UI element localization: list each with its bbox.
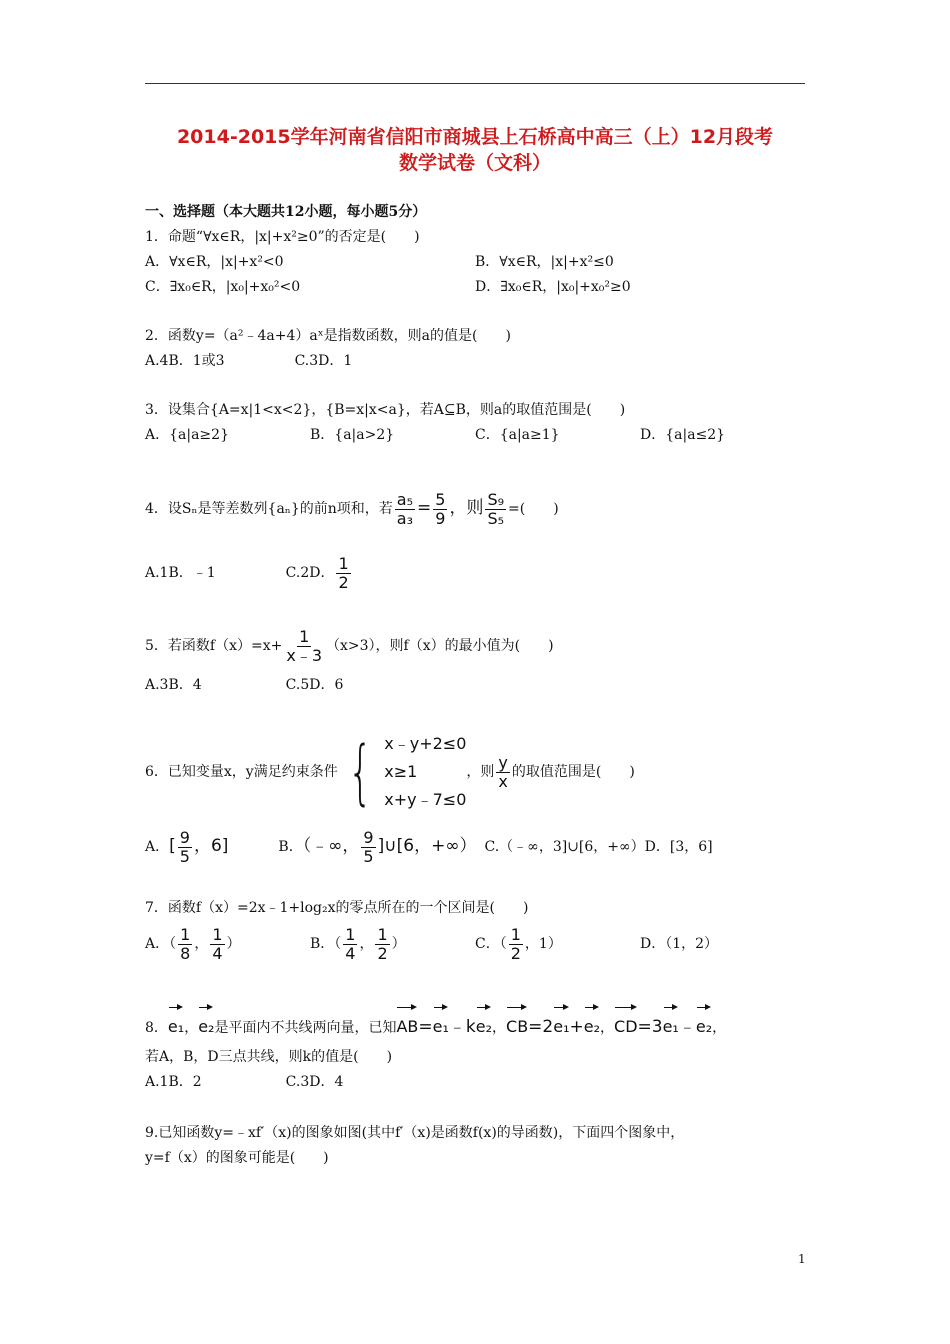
q7-a-frac1 <box>178 926 192 963</box>
q4-then: ，则 <box>449 498 484 518</box>
q4-optd-numerator: 1 <box>338 553 349 573</box>
q7-option-c <box>475 922 562 966</box>
q4-prefix: 4．设Sₙ是等差数列{aₙ}的前n项和，若 <box>145 501 393 517</box>
q8-line2: 若A，B，D三点共线，则k的值是( ) <box>145 1049 393 1065</box>
vector-e2-cb: e₂ <box>584 1004 600 1044</box>
q9-line2: y=f（x）的图象可能是( ) <box>145 1150 329 1166</box>
q6-option-a-rest: ，6] <box>193 836 229 856</box>
q4-fraction-a5-a3 <box>395 491 415 528</box>
q6-option-b-pre: （﹣∞， <box>302 836 360 856</box>
q5-denominator: x﹣3 <box>286 645 322 665</box>
q1-option-c: C．∃x₀∈R，|x₀|+x₀²<0 <box>145 279 301 295</box>
q6-opta-denominator: 5 <box>179 846 190 866</box>
q8-options: A.1B．2 C.3D．4 <box>145 1074 344 1090</box>
vector-e1-cd: e₁ <box>663 1004 679 1044</box>
q7-a-d1: 8 <box>180 943 191 963</box>
q1-option-d: D．∃x₀∈R，|x₀|+x₀²≥0 <box>475 279 631 295</box>
q2-options: A.4B．1或3 C.3D．1 <box>145 353 353 369</box>
vector-e1-cb: e₁ <box>553 1004 569 1044</box>
q6-option-b-rest: ]∪[6，+∞） <box>377 836 477 856</box>
q7-option-a <box>145 922 241 966</box>
q8-sep2: ， <box>492 1020 507 1036</box>
q4-frac1-denominator: a₃ <box>396 508 414 528</box>
left-brace-icon: { <box>347 731 373 813</box>
q7-c-frac <box>509 926 523 963</box>
q6-constraint-system <box>338 730 467 814</box>
q8-eq3: =3 <box>637 1017 663 1037</box>
q7-c-rest: ，1） <box>524 936 562 952</box>
q8-sep3: ， <box>600 1020 615 1036</box>
q4-option-d-fraction <box>336 555 350 592</box>
q4-options-text: A.1B．﹣1 C.2D． <box>145 565 335 581</box>
q9-line1: 9.已知函数y=﹣xf′（x)的图象如图(其中f′（x)是函数f(x)的导函数)，下面四个图象中， <box>145 1125 685 1141</box>
q6-fraction-y-x <box>496 754 509 791</box>
q5-fraction <box>284 628 324 665</box>
q7-b-frac2 <box>375 926 389 963</box>
vector-e1-ab: e₁ <box>433 1004 449 1044</box>
q5-stem <box>145 624 554 668</box>
q8-eq2: =2 <box>528 1017 554 1037</box>
q6-prefix: 6．已知变量x，y满足约束条件 <box>145 764 338 780</box>
q7-stem: 7．函数f（x）=2x﹣1+log₂x的零点所在的一个区间是( ) <box>145 900 529 916</box>
q3-stem: 3．设集合{A=x|1<x<2}，{B=x|x<a}，若A⊆B，则a的取值范围是( ) <box>145 402 626 418</box>
q7-b-frac1 <box>343 926 357 963</box>
q8-text: 是平面内不共线两向量，已知 <box>214 1020 397 1036</box>
q8-eq1: = <box>418 1017 433 1037</box>
q4-frac2-numerator: 5 <box>435 489 446 509</box>
q7-b-n2: 1 <box>377 924 388 944</box>
exam-title-line2: 数学试卷（文科） <box>398 152 551 174</box>
q6-optb-numerator: 9 <box>363 827 374 847</box>
q7-a-n2: 1 <box>212 924 223 944</box>
q5-numerator: 1 <box>299 626 310 646</box>
q6-constraint-2: x≥1 <box>384 762 418 781</box>
vector-ab: AB <box>396 1004 418 1044</box>
q6-option-a-bracket: [ <box>169 836 176 856</box>
q4-frac2-denominator: 9 <box>435 508 446 528</box>
q8-stem <box>145 1004 726 1045</box>
q5-suffix: （x>3），则f（x）的最小值为( ) <box>326 638 554 654</box>
q6-options <box>145 824 713 869</box>
q3-option-a: A．{a|a≥2} <box>145 427 229 443</box>
page-number: 1 <box>798 1252 806 1266</box>
q7-a-label: A．（ <box>145 936 177 952</box>
vector-e2-ab: e₂ <box>476 1004 492 1044</box>
q7-b-comma: ， <box>359 936 374 952</box>
q7-option-d: D．（1，2） <box>640 936 719 952</box>
q7-b-d2: 2 <box>377 943 388 963</box>
q6-option-b-fraction <box>361 829 375 866</box>
q6-numerator: y <box>498 752 508 772</box>
q4-suffix: =( ) <box>508 501 559 517</box>
q7-a-close: ） <box>226 936 241 952</box>
q8-end: ， <box>712 1020 727 1036</box>
q1-option-b: B．∀x∈R，|x|+x²≤0 <box>475 254 614 270</box>
q3-option-c: C．{a|a≥1} <box>475 427 560 443</box>
q4-optd-denominator: 2 <box>338 572 349 592</box>
q7-option-b <box>310 922 406 966</box>
q7-c-n1: 1 <box>510 924 521 944</box>
q8-number: 8． <box>145 1020 168 1036</box>
q6-optb-denominator: 5 <box>363 846 374 866</box>
q6-then: ，则 <box>466 764 495 780</box>
q7-a-n1: 1 <box>180 924 191 944</box>
q7-b-close: ） <box>391 936 406 952</box>
q7-b-n1: 1 <box>345 924 356 944</box>
q8-sep: ， <box>184 1020 199 1036</box>
vector-cb: CB <box>506 1004 528 1044</box>
q7-b-d1: 4 <box>345 943 356 963</box>
q5-prefix: 5．若函数f（x）=x+ <box>145 638 283 654</box>
header-rule <box>145 83 805 84</box>
vector-cd: CD <box>614 1004 638 1044</box>
section-heading: 一、选择题（本大题共12小题，每小题5分） <box>145 204 427 220</box>
q6-option-b-label: B． <box>278 839 303 855</box>
q6-opta-numerator: 9 <box>179 827 190 847</box>
q4-frac3-numerator: S₉ <box>487 489 505 509</box>
q6-stem <box>145 728 635 816</box>
q6-options-c-d: C.（﹣∞，3]∪[6，+∞）D．[3，6] <box>484 839 713 855</box>
q3-option-b: B．{a|a>2} <box>310 427 395 443</box>
vector-e2-cd: e₂ <box>696 1004 712 1044</box>
q7-a-comma: ， <box>194 936 209 952</box>
q4-fraction-5-9 <box>433 491 447 528</box>
exam-title-line1: 2014-2015学年河南省信阳市商城县上石桥高中高三（上）12月段考 <box>176 126 774 148</box>
q2-stem: 2．函数y=（a²﹣4a+4）aˣ是指数函数，则a的值是( ) <box>145 328 511 344</box>
q4-stem <box>145 486 559 531</box>
q7-b-label: B．（ <box>310 936 342 952</box>
q8-minus: ﹣ <box>678 1017 696 1037</box>
q3-option-d: D．{a|a≤2} <box>640 427 726 443</box>
q4-frac3-denominator: S₅ <box>487 508 505 528</box>
q7-a-d2: 4 <box>212 943 223 963</box>
q6-constraint-3: x+y﹣7≤0 <box>384 790 467 809</box>
q4-equals: = <box>417 498 432 518</box>
q8-minus-k: ﹣k <box>448 1017 476 1037</box>
q6-suffix: 的取值范围是( ) <box>511 764 635 780</box>
q7-c-label: C．（ <box>475 936 507 952</box>
q6-option-a-label: A． <box>145 839 170 855</box>
q7-c-d1: 2 <box>510 943 521 963</box>
q4-options <box>145 551 353 595</box>
q1-option-a: A．∀x∈R，|x|+x²<0 <box>145 254 284 270</box>
q6-constraint-1: x﹣y+2≤0 <box>384 734 467 753</box>
q5-options: A.3B．4 C.5D．6 <box>145 677 344 693</box>
vector-e1: e₁ <box>168 1004 184 1044</box>
q4-frac1-numerator: a₅ <box>396 489 414 509</box>
q8-plus: + <box>569 1017 584 1037</box>
q1-stem: 1．命题“∀x∈R，|x|+x²≥0”的否定是( ) <box>145 229 420 245</box>
vector-e2: e₂ <box>198 1004 214 1044</box>
q6-option-a-fraction <box>178 829 192 866</box>
q4-fraction-s9-s5 <box>485 491 506 528</box>
q6-denominator: x <box>498 771 508 791</box>
q7-a-frac2 <box>210 926 224 963</box>
